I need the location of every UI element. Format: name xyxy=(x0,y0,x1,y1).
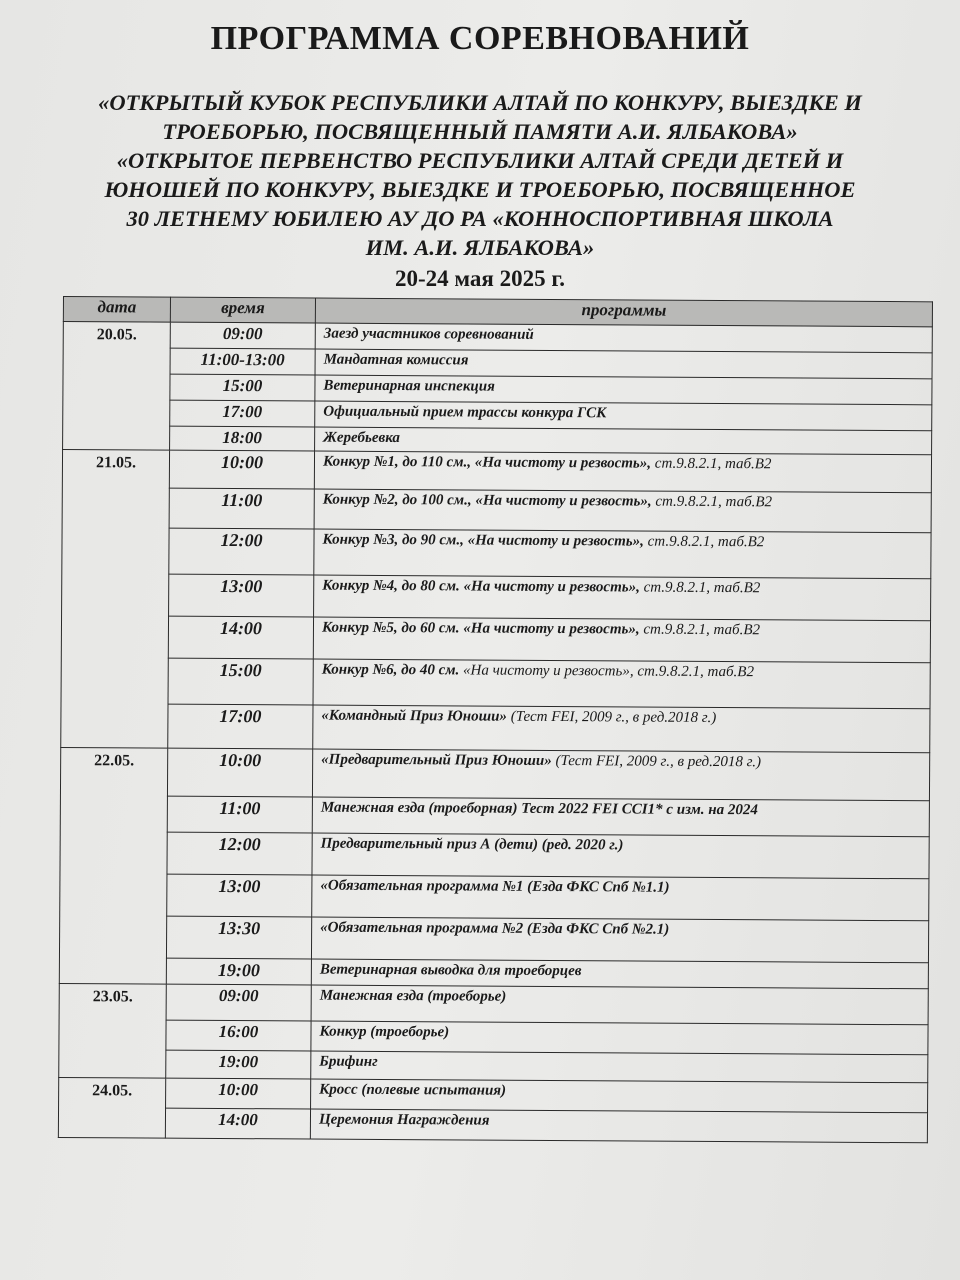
subtitle-line: «ОТКРЫТЫЙ КУБОК РЕСПУБЛИКИ АЛТАЙ ПО КОНКУРУ, ВЫЕЗДКЕ И xyxy=(98,90,862,115)
program-cell xyxy=(314,575,931,621)
time-cell: 10:00 xyxy=(167,748,312,797)
time-cell: 09:00 xyxy=(170,322,315,349)
table-row xyxy=(62,527,931,578)
program-details: ст.9.8.2.1, таб.В2 xyxy=(643,533,765,551)
time-cell: 13:00 xyxy=(167,874,312,917)
program-cell xyxy=(311,1021,928,1055)
program-details: ст.9.8.2.1, таб.В2 xyxy=(639,621,761,639)
time-cell: 14:00 xyxy=(168,616,313,659)
time-cell: 17:00 xyxy=(168,704,313,749)
subtitle-line: ЮНОШЕЙ ПО КОНКУРУ, ВЫЕЗДКЕ И ТРОЕБОРЬЮ, ПОСВЯЩЕННОЕ xyxy=(104,177,856,202)
table-row xyxy=(62,487,931,532)
time-cell: 15:00 xyxy=(170,374,315,401)
program-cell xyxy=(311,985,928,1025)
program-title: Конкур №3, до 90 см., «На чистоту и резвость», xyxy=(322,531,644,550)
program-title: Конкур №6, до 40 см. xyxy=(321,661,460,679)
program-details: ст.9.8.2.1, таб.В2 xyxy=(651,455,772,473)
table-row xyxy=(61,615,930,662)
day-date-cell: 24.05. xyxy=(58,1077,165,1138)
program-title: Брифинг xyxy=(319,1053,378,1070)
table-row xyxy=(58,1107,927,1142)
program-title: Заезд участников соревнований xyxy=(323,325,534,343)
program-cell xyxy=(312,875,929,921)
program-title: Мандатная комиссия xyxy=(323,351,469,369)
program-cell xyxy=(312,833,929,879)
program-title: Конкур №1, до 110 см., «На чистоту и резвость», xyxy=(322,453,652,472)
program-cell xyxy=(311,917,928,963)
program-title: Конкур №5, до 60 см. «На чистоту и резвость», xyxy=(321,619,640,638)
table-row xyxy=(62,450,931,493)
program-title: Ветеринарная выводка для троеборцев xyxy=(319,961,582,980)
subtitle-line: «ОТКРЫТОЕ ПЕРВЕНСТВО РЕСПУБЛИКИ АЛТАЙ СРЕДИ ДЕТЕЙ И xyxy=(116,148,844,173)
program-details: ст.9.8.2.1, таб.В2 xyxy=(651,493,773,511)
program-title: Кросс (полевые испытания) xyxy=(319,1081,507,1099)
event-subtitle xyxy=(40,88,920,262)
table-row xyxy=(60,831,929,878)
program-cell xyxy=(312,749,929,801)
program-title: Конкур №4, до 80 см. «На чистоту и резвость», xyxy=(322,577,640,596)
program-details: (Тест FEI, 2009 г., в ред.2018 г.) xyxy=(551,752,762,771)
table-row xyxy=(62,573,931,620)
program-cell xyxy=(313,617,930,663)
program-title: Церемония Награждения xyxy=(318,1111,490,1129)
table-row xyxy=(60,795,929,836)
day-date-cell: 21.05. xyxy=(61,450,170,749)
table-row xyxy=(61,703,930,752)
table-row xyxy=(60,747,929,800)
program-title: «Предварительный Приз Юноши» xyxy=(321,751,552,769)
time-cell: 14:00 xyxy=(165,1108,310,1139)
time-cell: 11:00-13:00 xyxy=(170,348,315,375)
schedule-table xyxy=(58,296,933,1143)
program-title: Ветеринарная инспекция xyxy=(323,377,495,395)
program-cell xyxy=(312,797,929,837)
header-program: программы xyxy=(315,298,932,327)
table-row xyxy=(59,915,928,962)
program-cell xyxy=(311,1079,928,1113)
program-cell xyxy=(310,1109,927,1143)
program-title: «Обязательная программа №2 (Езда ФКС Спб №2.1) xyxy=(320,919,670,938)
program-title: Официальный прием трассы конкура ГСК xyxy=(323,403,607,422)
program-cell xyxy=(313,659,930,709)
subtitle-line: ТРОЕБОРЬЮ, ПОСВЯЩЕННЫЙ ПАМЯТИ А.И. ЯЛБАКОВА» xyxy=(162,119,798,144)
subtitle-line: ИМ. А.И. ЯЛБАКОВА» xyxy=(365,235,595,260)
program-title: Конкур №2, до 100 см., «На чистоту и резвость», xyxy=(322,491,652,510)
program-title: Конкур (троеборье) xyxy=(319,1023,450,1041)
header-time: время xyxy=(170,297,315,323)
program-title: «Обязательная программа №1 (Езда ФКС Спб №1.1) xyxy=(320,877,670,896)
header-date: дата xyxy=(63,297,170,323)
program-cell xyxy=(314,489,931,533)
subtitle-line: 30 ЛЕТНЕМУ ЮБИЛЕЮ АУ ДО РА «КОННОСПОРТИВНАЯ ШКОЛА xyxy=(126,206,834,231)
program-cell xyxy=(314,529,931,579)
day-date-cell: 23.05. xyxy=(59,983,167,1078)
page-title: ПРОГРАММА СОРЕВНОВАНИЙ xyxy=(210,20,750,57)
program-details: ст.9.8.2.1, таб.В2 xyxy=(639,579,761,597)
program-title: Жеребьевка xyxy=(323,429,401,447)
time-cell: 15:00 xyxy=(168,658,313,705)
time-cell: 13:30 xyxy=(166,916,311,959)
day-date-cell: 20.05. xyxy=(63,322,171,451)
time-cell: 09:00 xyxy=(166,984,311,1021)
program-cell xyxy=(315,323,932,353)
table-row xyxy=(59,983,928,1024)
program-title: Манежная езда (троеборье) xyxy=(319,987,507,1005)
table-row xyxy=(61,657,930,708)
table-row xyxy=(60,873,929,920)
event-dates: 20-24 мая 2025 г. xyxy=(395,266,565,291)
program-title: «Командный Приз Юноши» xyxy=(321,707,508,725)
program-cell xyxy=(315,375,932,405)
time-cell: 11:00 xyxy=(169,488,314,529)
time-cell: 12:00 xyxy=(167,832,312,875)
program-cell xyxy=(311,1051,928,1083)
program-cell xyxy=(311,959,928,989)
program-cell xyxy=(314,451,931,493)
program-title: Манежная езда (троеборная) Тест 2022 FEI CCI1* с изм. на 2024 xyxy=(320,799,758,819)
time-cell: 10:00 xyxy=(169,450,314,489)
time-cell: 19:00 xyxy=(166,958,311,985)
time-cell: 13:00 xyxy=(169,574,314,617)
program-cell xyxy=(313,705,930,753)
time-cell: 17:00 xyxy=(170,400,315,427)
program-title: Предварительный приз А (дети) (ред. 2020 г.) xyxy=(320,835,624,854)
program-cell xyxy=(315,349,932,379)
program-details: (Тест FEI, 2009 г., в ред.2018 г.) xyxy=(506,708,717,726)
time-cell: 10:00 xyxy=(166,1078,311,1109)
time-cell: 16:00 xyxy=(166,1020,311,1051)
time-cell: 11:00 xyxy=(167,796,312,833)
day-date-cell: 22.05. xyxy=(59,747,167,984)
time-cell: 12:00 xyxy=(169,528,314,575)
program-details: «На чистоту и резвость», ст.9.8.2.1, таб.В2 xyxy=(459,662,755,681)
time-cell: 18:00 xyxy=(170,426,315,451)
program-cell xyxy=(315,401,932,431)
time-cell: 19:00 xyxy=(166,1050,311,1079)
